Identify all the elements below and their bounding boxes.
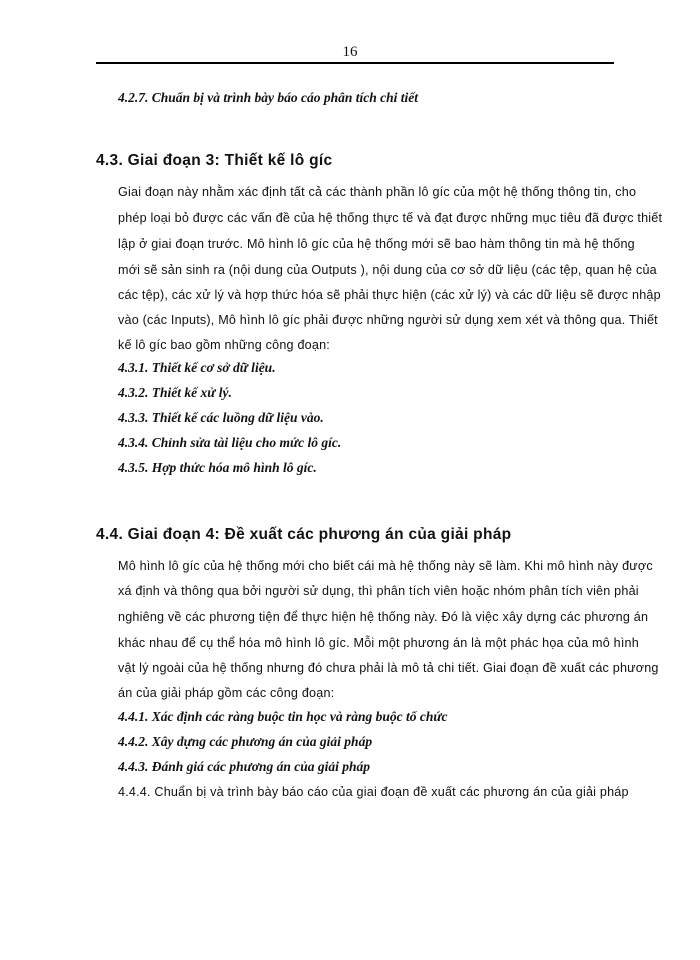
- paragraph-4-3-line: kế lô gíc bao gồm những công đoạn:: [118, 338, 330, 352]
- item-4-4-1: 4.4.1. Xác định các ràng buộc tin học và ràng buộc tổ chức: [118, 709, 448, 724]
- paragraph-4-4-line: nghiêng về các phương tiện để thực hiện hệ thống này. Đó là việc xây dựng các phương án: [118, 610, 649, 624]
- item-4-2-7: 4.2.7. Chuẩn bị và trình bày báo cáo phân tích chi tiết: [118, 90, 419, 105]
- header-rule: [96, 62, 614, 64]
- item-4-4-2: 4.4.2. Xây dựng các phương án của giải pháp: [118, 734, 373, 749]
- paragraph-4-4-line: xá định và thông qua bởi người sử dụng, thì phân tích viên hoặc nhóm phân tích viên phải: [118, 584, 639, 598]
- paragraph-4-4-line: án của giải pháp gồm các công đoạn:: [118, 686, 335, 700]
- heading-4-3: 4.3. Giai đoạn 3: Thiết kế lô gíc: [96, 152, 333, 169]
- paragraph-4-3-line: các tệp), các xử lý và hợp thức hóa sẽ phải thực hiện (các xử lý) và các dữ liệu sẽ được nhập: [118, 288, 661, 302]
- item-4-4-3: 4.4.3. Đánh giá các phương án của giải pháp: [118, 759, 370, 774]
- item-4-4-4: 4.4.4. Chuẩn bị và trình bày báo cáo của giai đoạn đề xuất các phương án của giải pháp: [118, 785, 629, 799]
- paragraph-4-3-line: Giai đoạn này nhằm xác định tất cả các thành phần lô gíc của một hệ thống thông tin, cho: [118, 185, 637, 199]
- page-number: 16: [342, 44, 358, 60]
- paragraph-4-3-line: mới sẽ sản sinh ra (nội dung của Outputs ), nội dung của cơ sở dữ liệu (các tệp, quan hệ của: [118, 263, 657, 277]
- item-4-3-3: 4.3.3. Thiết kế các luồng dữ liệu vào.: [118, 410, 324, 425]
- paragraph-4-4-line: khác nhau để cụ thể hóa mô hình lô gíc. Mỗi một phương án là một phác họa của mô hình: [118, 636, 639, 650]
- item-4-3-2: 4.3.2. Thiết kế xử lý.: [118, 385, 232, 400]
- item-4-3-5: 4.3.5. Hợp thức hóa mô hình lô gíc.: [118, 460, 317, 475]
- paragraph-4-3-line: lập ở giai đoạn trước. Mô hình lô gíc của hệ thống mới sẽ bao hàm thông tin mà hệ thống: [118, 237, 635, 251]
- paragraph-4-3-line: phép loại bỏ được các vấn đề của hệ thống thực tế và đạt được những mục tiêu đã được thiết: [118, 211, 663, 225]
- paragraph-4-3-line: vào (các Inputs), Mô hình lô gíc phải được những người sử dụng xem xét và thông qua. Thiết: [118, 313, 658, 327]
- item-4-3-4: 4.3.4. Chỉnh sửa tài liệu cho mức lô gíc.: [118, 435, 342, 450]
- paragraph-4-4-line: vật lý ngoài của hệ thống nhưng đó chưa phải là mô tả chi tiết. Giai đoạn đề xuất các phương: [118, 661, 659, 675]
- item-4-3-1: 4.3.1. Thiết kế cơ sở dữ liệu.: [118, 360, 276, 375]
- paragraph-4-4-line: Mô hình lô gíc của hệ thống mới cho biết cái mà hệ thống này sẽ làm. Khi mô hình này được: [118, 559, 653, 573]
- heading-4-4: 4.4. Giai đoạn 4: Đề xuất các phương án của giải pháp: [96, 526, 512, 543]
